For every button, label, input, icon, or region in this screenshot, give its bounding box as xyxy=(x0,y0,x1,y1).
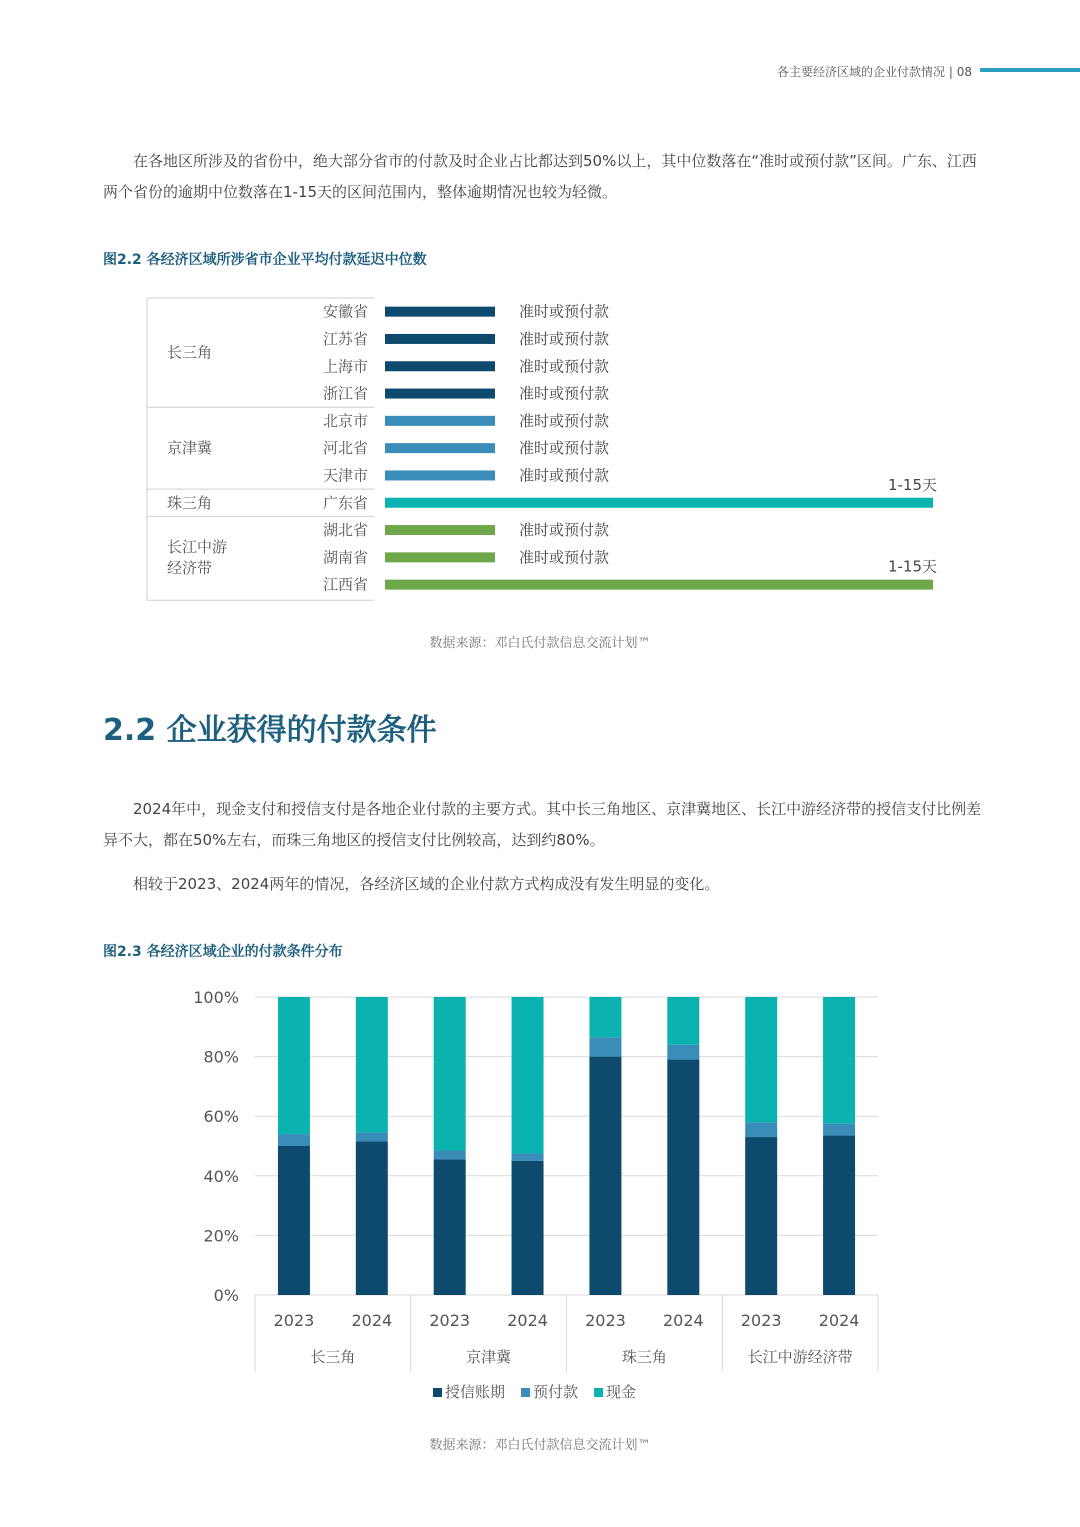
bar-segment xyxy=(278,1146,310,1295)
header-separator: | xyxy=(948,65,957,79)
delay-bar xyxy=(385,498,933,508)
legend-label: 预付款 xyxy=(533,1383,579,1401)
bar-segment xyxy=(745,1122,777,1137)
delay-bar xyxy=(385,334,495,344)
province-label: 北京市 xyxy=(322,411,368,430)
province-label: 上海市 xyxy=(322,357,368,376)
bar-value-label: 准时或预付款 xyxy=(519,411,610,430)
province-label: 广东省 xyxy=(322,493,368,512)
bar-segment xyxy=(356,1133,388,1142)
figure2-source: 数据来源：邓白氏付款信息交流计划™ xyxy=(429,1438,651,1453)
delay-bar xyxy=(385,443,495,453)
region-label: 京津冀 xyxy=(167,439,213,458)
bar-segment xyxy=(667,997,699,1045)
bar-value-label: 准时或预付款 xyxy=(519,357,610,376)
bar-segment xyxy=(823,1124,855,1136)
page-number: 08 xyxy=(956,65,972,79)
bar-segment xyxy=(434,1150,466,1159)
delay-bar xyxy=(385,361,495,371)
x-tick-label: 2024 xyxy=(662,1311,704,1330)
region-label: 长江中游 xyxy=(167,537,228,556)
delay-bar xyxy=(385,580,933,590)
y-tick-label: 100% xyxy=(193,988,239,1007)
region-label: 经济带 xyxy=(167,558,213,577)
y-tick-label: 60% xyxy=(203,1107,239,1127)
bar-segment xyxy=(278,997,310,1134)
delay-bar xyxy=(385,525,495,535)
bar-segment xyxy=(512,1161,544,1295)
figure2-title: 图2.3 各经济区域企业的付款条件分布 xyxy=(103,944,343,960)
y-tick-label: 0% xyxy=(213,1286,239,1305)
x-tick-label: 2023 xyxy=(585,1311,626,1330)
province-label: 江西省 xyxy=(322,575,368,594)
y-tick-label: 20% xyxy=(203,1226,239,1246)
bar-segment xyxy=(667,1060,699,1295)
province-label: 湖南省 xyxy=(322,548,368,567)
province-label: 河北省 xyxy=(322,439,368,458)
bar-segment xyxy=(823,997,855,1124)
bar-value-label: 准时或预付款 xyxy=(519,329,610,348)
group-label: 京津冀 xyxy=(466,1348,512,1366)
bar-segment xyxy=(278,1134,310,1146)
legend-label: 现金 xyxy=(606,1383,637,1401)
province-delay-chart xyxy=(0,290,1080,610)
group-label: 珠三角 xyxy=(621,1348,667,1366)
y-tick-label: 40% xyxy=(203,1166,239,1186)
delay-bar xyxy=(385,416,495,426)
section-paragraph-1: 2024年中，现金支付和授信支付是各地企业付款的主要方式。其中长三角地区、京津冀地区、长江中游经济带的授信支付比例差异不大，都在50%左右，而珠三角地区的授信支付比例较高，达到约80%。 xyxy=(103,800,982,849)
province-label: 安徽省 xyxy=(322,302,368,321)
x-tick-label: 2024 xyxy=(351,1311,393,1330)
x-tick-label: 2024 xyxy=(507,1311,548,1330)
bar-segment xyxy=(356,1142,388,1295)
bar-segment xyxy=(745,997,777,1122)
province-label: 江苏省 xyxy=(322,329,368,348)
x-tick-label: 2023 xyxy=(740,1311,782,1330)
y-tick-label: 80% xyxy=(203,1047,239,1067)
x-tick-label: 2023 xyxy=(429,1311,471,1330)
header-title: 各主要经济区域的企业付款情况 xyxy=(777,65,946,79)
delay-bar xyxy=(385,552,495,562)
legend-label: 授信账期 xyxy=(445,1383,506,1401)
bar-segment xyxy=(434,1159,466,1295)
group-label: 长江中游经济带 xyxy=(747,1348,853,1366)
province-label: 天津市 xyxy=(322,466,368,485)
bar-value-label: 准时或预付款 xyxy=(519,302,610,321)
delay-bar xyxy=(385,470,495,480)
x-tick-label: 2024 xyxy=(818,1311,860,1330)
bar-segment xyxy=(589,1057,621,1295)
bar-segment xyxy=(356,997,388,1133)
bar-segment xyxy=(589,997,621,1037)
region-label: 长三角 xyxy=(167,343,213,362)
legend-swatch xyxy=(594,1388,603,1397)
intro-paragraph: 在各地区所涉及的省份中，绝大部分省市的付款及时企业占比都达到50%以上，其中位数落在“准时或预付款”区间。广东、江西两个省份的逾期中位数落在1-15天的区间范围内，整体逾期情况也较为轻微。 xyxy=(103,152,977,201)
province-label: 浙江省 xyxy=(322,384,368,403)
bar-value-label: 1-15天 xyxy=(887,475,937,494)
bar-segment xyxy=(667,1045,699,1060)
figure1-source: 数据来源：邓白氏付款信息交流计划™ xyxy=(429,636,651,651)
x-tick-label: 2023 xyxy=(273,1311,315,1330)
group-label: 长三角 xyxy=(310,1348,356,1366)
bar-segment xyxy=(512,1153,544,1160)
payment-terms-chart xyxy=(0,980,1080,1420)
figure1-title: 图2.2 各经济区域所涉省市企业平均付款延迟中位数 xyxy=(103,252,427,268)
section-paragraph-2: 相较于2023、2024两年的情况，各经济区域的企业付款方式构成没有发生明显的变化。 xyxy=(133,875,720,893)
province-label: 湖北省 xyxy=(322,521,368,540)
bar-value-label: 准时或预付款 xyxy=(519,439,610,458)
bar-segment xyxy=(434,997,466,1150)
section-title: 2.2 企业获得的付款条件 xyxy=(103,713,437,748)
delay-bar xyxy=(385,307,495,317)
bar-value-label: 1-15天 xyxy=(887,557,937,576)
region-label: 珠三角 xyxy=(167,493,213,512)
legend-swatch xyxy=(433,1388,442,1397)
header-accent-rule xyxy=(980,68,1080,72)
bar-segment xyxy=(745,1137,777,1295)
bar-segment xyxy=(512,997,544,1153)
bar-value-label: 准时或预付款 xyxy=(519,521,610,540)
bar-segment xyxy=(589,1037,621,1056)
bar-value-label: 准时或预付款 xyxy=(519,548,610,567)
header-title-line xyxy=(700,63,972,80)
bar-value-label: 准时或预付款 xyxy=(519,466,610,485)
legend-swatch xyxy=(521,1388,530,1397)
delay-bar xyxy=(385,389,495,399)
bar-segment xyxy=(823,1136,855,1295)
bar-value-label: 准时或预付款 xyxy=(519,384,610,403)
